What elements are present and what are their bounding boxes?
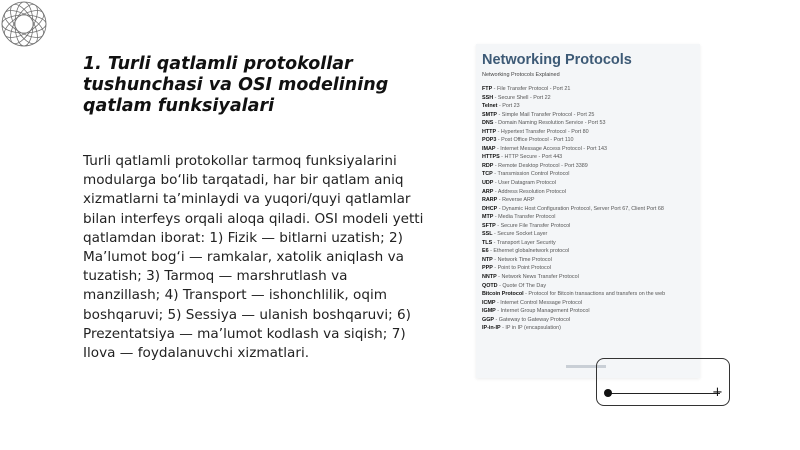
protocol-list-item: [482, 282, 698, 291]
protocol-list-item: [482, 264, 698, 273]
protocol-abbr: RDP: [482, 162, 494, 169]
protocol-description: - Media Transfer Protocol: [493, 214, 556, 221]
protocol-list-item: [482, 145, 698, 154]
protocol-card-subtitle: Networking Protocols Explained: [482, 72, 560, 78]
protocol-abbr: SSH: [482, 94, 494, 101]
protocol-abbr: TCP: [482, 171, 493, 178]
protocol-list-item: [482, 85, 698, 94]
spirograph-logo: [0, 0, 48, 48]
protocol-abbr: ARP: [482, 188, 494, 195]
protocol-abbr: GGP: [482, 316, 494, 323]
protocol-description: - Network Time Protocol: [492, 256, 552, 263]
protocol-description: - Domain Naming Resolution Service - Port 53: [493, 120, 606, 127]
protocol-description: - User Datagram Protocol: [493, 180, 557, 187]
protocol-list-item: [482, 316, 698, 325]
protocol-description: - Internet Message Access Protocol - Port 143: [495, 145, 607, 152]
protocol-abbr: Bitcoin Protocol: [482, 291, 524, 298]
protocol-list-item: [482, 273, 698, 282]
protocol-list-item: [482, 153, 698, 162]
protocol-list-item: [482, 239, 698, 248]
protocol-description: - Reverse ARP: [497, 197, 535, 204]
protocol-abbr: Telnet: [482, 103, 498, 110]
protocol-description: - Internet Group Management Protocol: [495, 308, 590, 315]
protocol-list-item: [482, 230, 698, 239]
protocol-abbr: DHCP: [482, 205, 498, 212]
protocol-abbr: IP-in-IP: [482, 325, 501, 332]
protocol-description: - Secure Shell - Port 22: [493, 94, 551, 101]
protocol-abbr: E6: [482, 248, 489, 255]
protocol-description: - Network News Transfer Protocol: [496, 274, 579, 281]
protocol-list-item: [482, 128, 698, 137]
protocol-description: - Ethernet globalnetwork protocol: [488, 248, 570, 255]
protocol-description: - Remote Desktop Protocol - Port 3389: [493, 162, 588, 169]
protocol-description: - Gateway to Gateway Protocol: [493, 316, 571, 323]
protocol-list-item: [482, 188, 698, 197]
protocol-abbr: NNTP: [482, 274, 497, 281]
protocol-description: - Simple Mail Transfer Protocol - Port 25: [496, 111, 595, 118]
protocol-abbr: ICMP: [482, 299, 496, 306]
protocol-list-item: [482, 196, 698, 205]
protocol-list-item: [482, 162, 698, 171]
protocol-list-item: [482, 307, 698, 316]
protocol-list-item: [482, 290, 698, 299]
protocol-abbr: RARP: [482, 197, 498, 204]
protocol-list-item: [482, 299, 698, 308]
protocol-description: - IP in IP (encapsulation): [500, 325, 561, 332]
networking-protocols-image: [476, 44, 700, 378]
protocol-description: - Secure File Transfer Protocol: [495, 222, 571, 229]
protocol-abbr: HTTPS: [482, 154, 500, 161]
protocol-list-item: [482, 247, 698, 256]
protocol-abbr: QOTD: [482, 282, 498, 289]
protocol-description: - HTTP Secure - Port 443: [499, 154, 563, 161]
protocol-description: - Point to Point Protocol: [492, 265, 551, 272]
protocol-description: - Quote Of The Day: [497, 282, 547, 289]
protocol-description: - Port 23: [497, 103, 520, 110]
protocol-list-item: [482, 324, 698, 333]
protocol-description: - Protocol for Bitcoin transactions and transfers on the web: [523, 291, 666, 298]
protocol-abbr: SFTP: [482, 222, 496, 229]
plus-icon[interactable]: +: [712, 385, 723, 400]
protocol-abbr: IMAP: [482, 145, 496, 152]
protocol-description: - Post Office Protocol - Port 110: [496, 137, 574, 144]
protocol-abbr: SSL: [482, 231, 493, 238]
protocol-description: - Dynamic Host Configuration Protocol, Server Port 67, Client Port 68: [497, 205, 664, 212]
protocol-list-item: [482, 256, 698, 265]
protocol-list-item: [482, 222, 698, 231]
protocol-abbr: UDP: [482, 180, 494, 187]
protocol-list-item: [482, 119, 698, 128]
slide-body-text: Turli qatlamli protokollar tarmoq funksiyalarini modularga bo‘lib tarqatadi, har bir qatlam aniq xizmatlarni ta’minlaydi va yuqori/quyi qatlamlar bilan interfeys orqali aloqa qiladi. OSI modeli yetti qatlamdan iborat: 1) Fizik — bitlarni uzatish; 2) Ma’lumot bog‘i — ramkalar, xatolik aniqlash va tuzatish; 3) Tarmoq — marshrutlash va manzillash; 4) Transport — ishonchlilik, oqim boshqaruvi; 5) Sessiya — ulanish boshqaruvi; 6) Prezentatsiya — ma’lumot kodlash va siqish; 7) Ilova — foydalanuvchi xizmatlari.: [83, 153, 424, 362]
protocol-abbr: HTTP: [482, 128, 497, 135]
protocol-list-item: [482, 179, 698, 188]
protocol-description: - Address Resolution Protocol: [493, 188, 566, 195]
protocol-abbr: FTP: [482, 86, 493, 92]
protocol-list-item: [482, 205, 698, 214]
protocol-list: [482, 85, 698, 333]
protocol-list-item: [482, 213, 698, 222]
slider-frame: [596, 358, 730, 406]
protocol-description: - Secure Socket Layer: [492, 231, 548, 238]
slider-track[interactable]: [608, 393, 720, 394]
slider-handle[interactable]: [604, 389, 612, 397]
protocol-abbr: POP3: [482, 137, 497, 144]
slide-title: 1. Turli qatlamli protokollar tushunchasi va OSI modelining qatlam funksiyalari: [83, 54, 389, 116]
protocol-list-item: [482, 136, 698, 145]
protocol-list-item: [482, 111, 698, 120]
protocol-description: - File Transfer Protocol - Port 21: [492, 86, 571, 92]
protocol-abbr: PPP: [482, 265, 493, 272]
protocol-abbr: TLS: [482, 239, 493, 246]
protocol-list-item: [482, 102, 698, 111]
protocol-description: - Internet Control Message Protocol: [495, 299, 583, 306]
protocol-list-item: [482, 94, 698, 103]
protocol-abbr: SMTP: [482, 111, 497, 118]
protocol-abbr: DNS: [482, 120, 494, 127]
protocol-description: - Transport Layer Security: [492, 239, 556, 246]
protocol-abbr: MTP: [482, 214, 494, 221]
protocol-description: - Transmission Control Protocol: [492, 171, 570, 178]
protocol-card-title: Networking Protocols: [482, 52, 632, 68]
protocol-abbr: IGMP: [482, 308, 496, 315]
protocol-description: - Hypertext Transfer Protocol - Port 80: [496, 128, 589, 135]
protocol-abbr: NTP: [482, 256, 493, 263]
protocol-list-item: [482, 170, 698, 179]
